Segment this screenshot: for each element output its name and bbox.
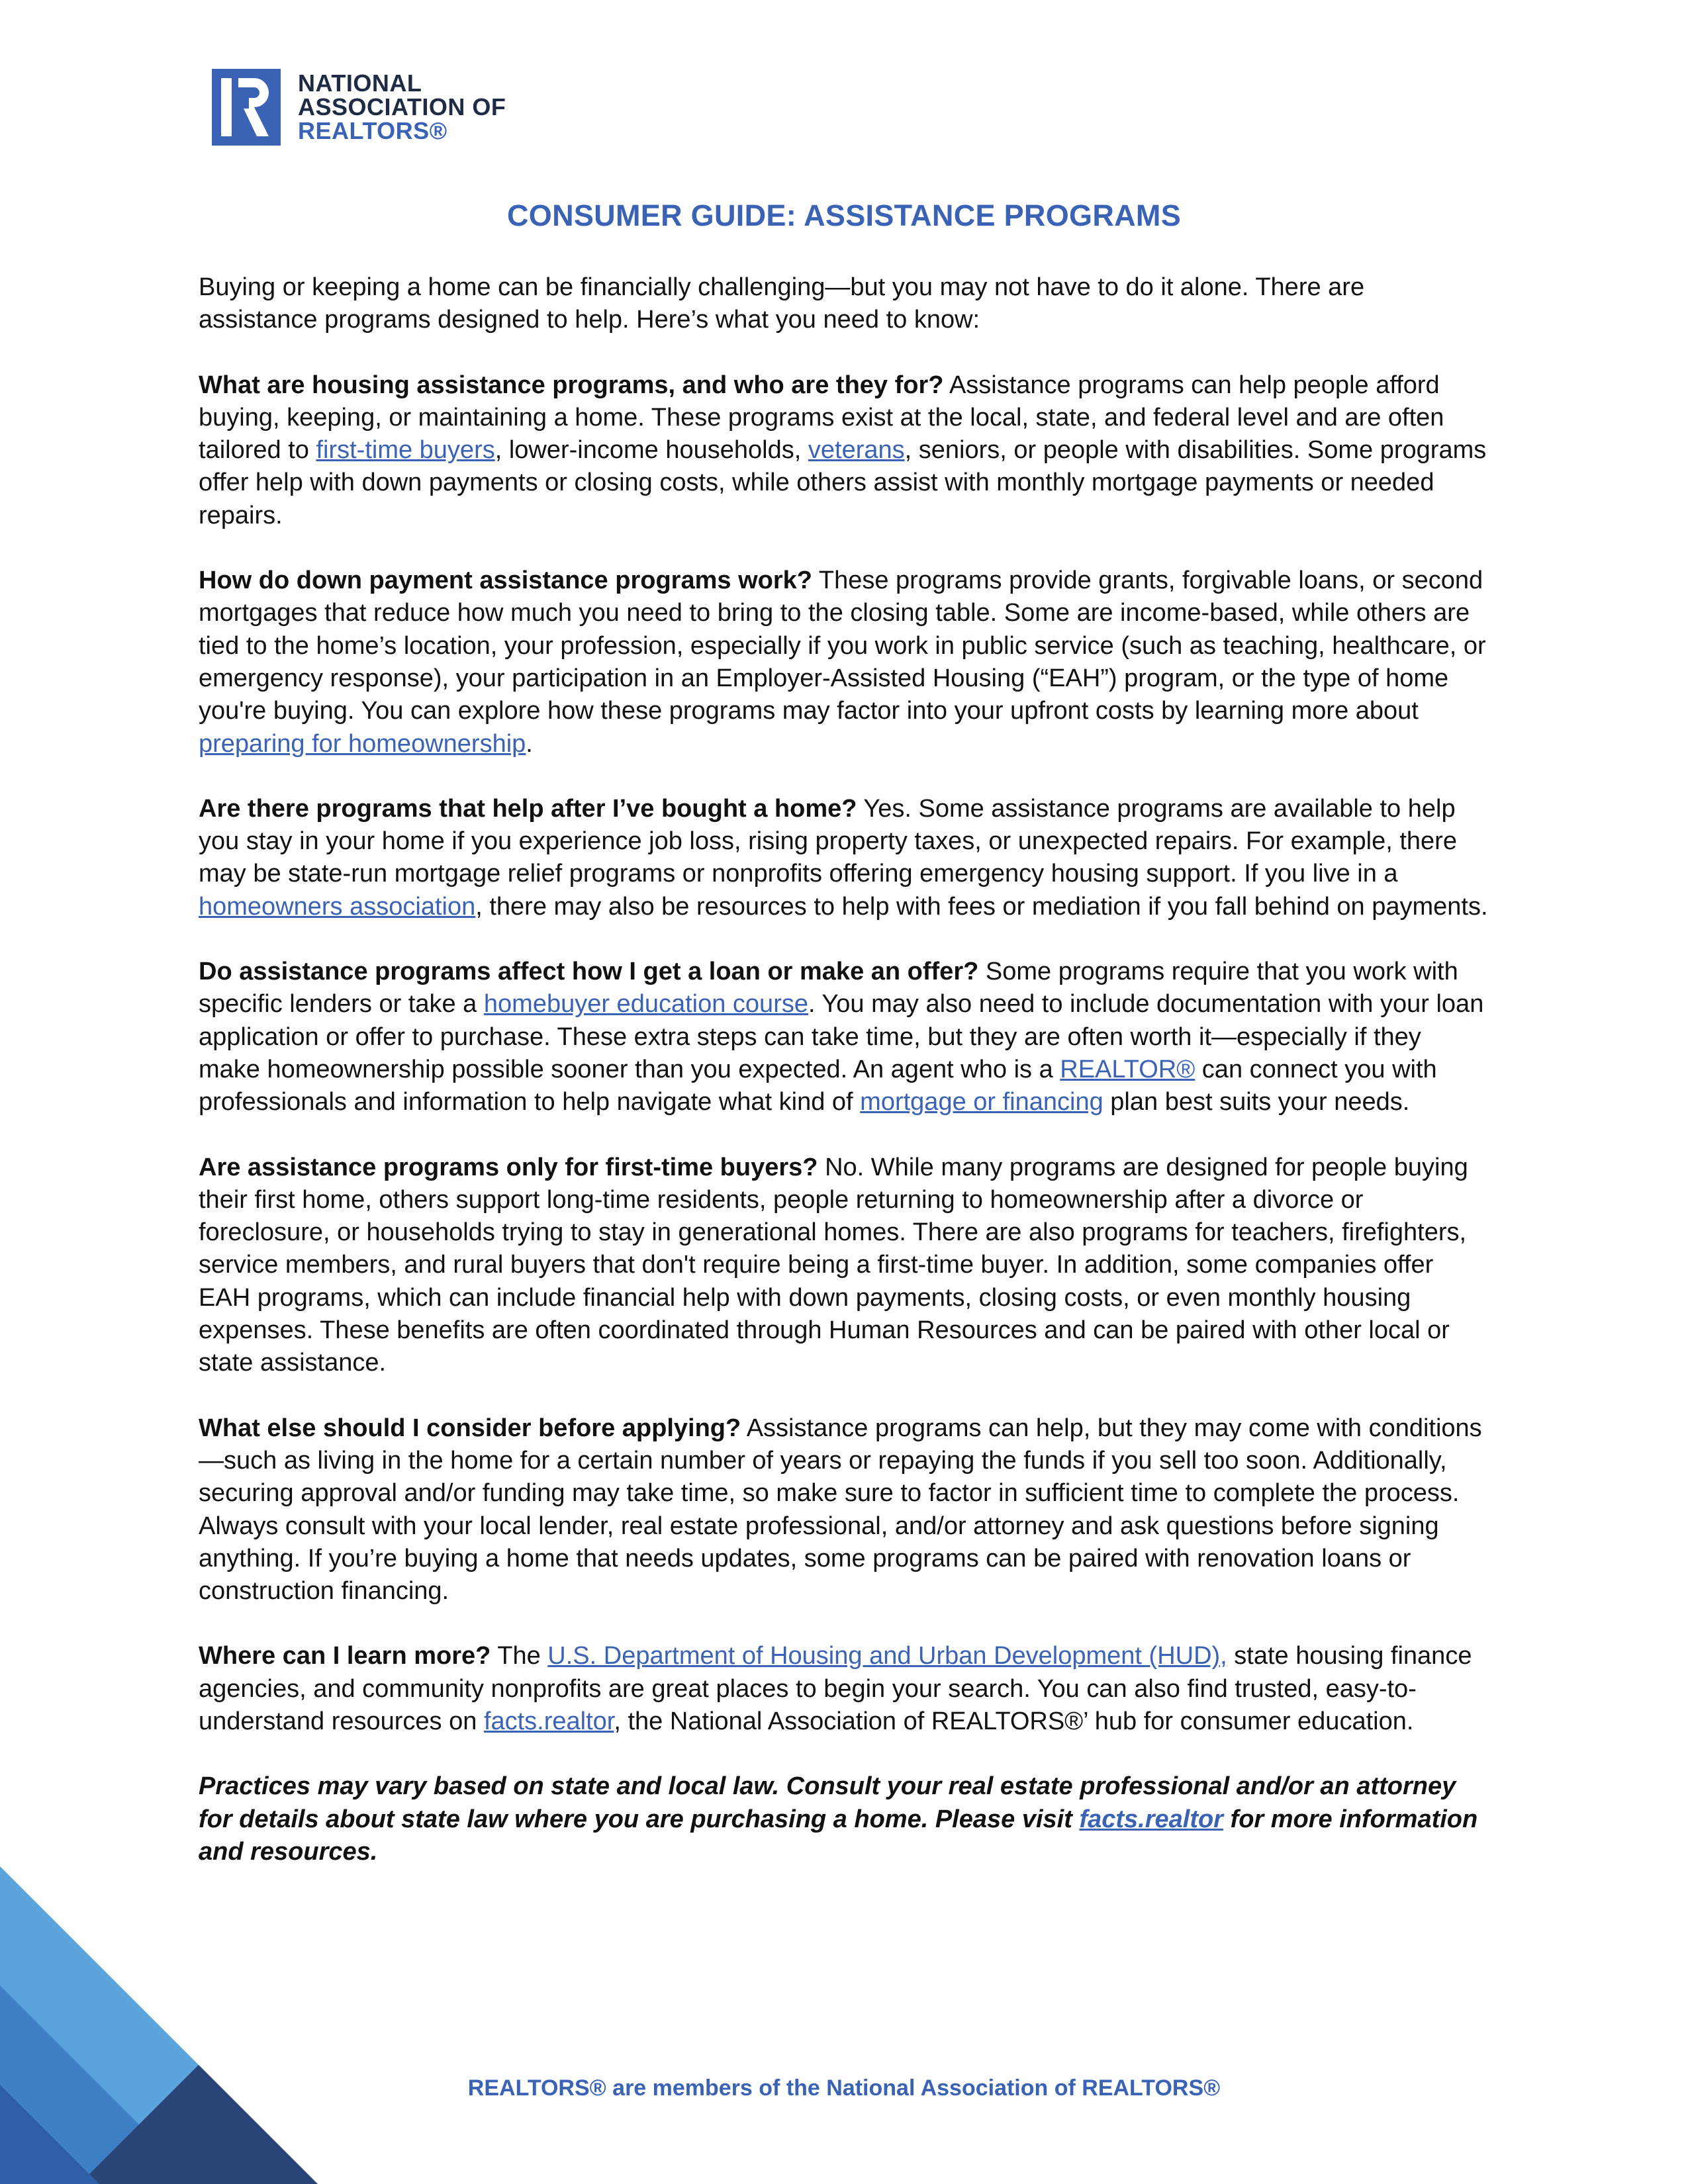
link-homeowners-association[interactable]: homeowners association xyxy=(199,892,476,921)
section-question: Are assistance programs only for first-time buyers? xyxy=(199,1153,818,1181)
decorative-corner-triangles xyxy=(0,1866,318,2184)
intro-paragraph: Buying or keeping a home can be financially challenging—but you may not have to do it alone. There are assistance programs designed to help. Here’s what you need to know: xyxy=(199,273,1365,334)
disclaimer-text: for more information and resources. xyxy=(199,1805,1478,1866)
section-text: These programs provide grants, forgivable loans, or second mortgages that reduce how much you need to bring to the closing table. Some are income-based, while others are tied to the home’s location, your profession, especially if you work in public service (such as teaching, healthcare, or emergency response), your participation in an Employer-Assisted Housing (“EAH”) program, or the type of home you're buying. You can explore how these programs may factor into your upfront costs by learning more about xyxy=(199,567,1486,725)
link-homebuyer-education-course[interactable]: homebuyer education course xyxy=(483,990,808,1019)
section-question: Are there programs that help after I’ve bought a home? xyxy=(199,794,857,823)
link-veterans[interactable]: veterans xyxy=(808,436,905,465)
logo-line-realtors: REALTORS® xyxy=(298,117,447,144)
logo-line-association: ASSOCIATION OF xyxy=(298,93,506,120)
section-down-payment xyxy=(199,565,1489,760)
guide-content xyxy=(199,271,1489,1901)
section-question: Where can I learn more? xyxy=(199,1642,491,1670)
section-text: , there may also be resources to help with fees or mediation if you fall behind on payments. xyxy=(475,892,1488,921)
section-text: Assistance programs can help people afford buying, keeping, or maintaining a home. These programs exist at the local, state, and federal level and are often tailored to xyxy=(199,371,1444,465)
section-text: . You may also need to include documentation with your loan application or offer to purchase. These extra steps can take time, but they are often worth it—especially if they make homeownership possible sooner than you expected. An agent who is a xyxy=(199,990,1484,1083)
section-who-for xyxy=(199,369,1489,532)
section-question: What else should I consider before applying? xyxy=(199,1414,741,1442)
section-after-buying xyxy=(199,793,1489,923)
realtor-r-block-icon xyxy=(212,69,281,146)
logo-wordmark xyxy=(298,71,506,143)
section-question: What are housing assistance programs, and who are they for? xyxy=(199,371,944,399)
section-text: Assistance programs can help, but they may come with conditions—such as living in the home for a certain number of years or repaying the funds if you sell too soon. Additionally, securing approval and/or funding may take time, so make sure to factor in sufficient time to complete the process. Always consult with your local lender, real estate professional, and/or attorney and ask questions before signing anything. If you’re buying a home that needs updates, some programs can be paired with renovation loans or construction financing. xyxy=(199,1414,1482,1606)
section-question: How do down payment assistance programs work? xyxy=(199,567,812,595)
section-text: , lower-income households, xyxy=(494,436,808,465)
section-text: The xyxy=(491,1642,548,1670)
section-consider-before xyxy=(199,1412,1489,1608)
section-text: can connect you with professionals and information to help navigate what kind of xyxy=(199,1055,1437,1116)
disclaimer xyxy=(199,1770,1489,1868)
footer-note: REALTORS® are members of the National Association of REALTORS® xyxy=(467,2075,1221,2101)
section-text: plan best suits your needs. xyxy=(1103,1088,1410,1116)
link-realtor[interactable]: REALTOR® xyxy=(1060,1055,1196,1083)
section-first-time-only xyxy=(199,1152,1489,1380)
section-text: , seniors, or people with disabilities. Some programs offer help with down payments or closing costs, while others assist with monthly mortgage payments or needed repairs. xyxy=(199,436,1487,529)
link-facts-realtor[interactable]: facts.realtor xyxy=(483,1707,614,1735)
section-text: Yes. Some assistance programs are available to help you stay in your home if you experience job loss, rising property taxes, or unexpected repairs. For example, there may be state-run mortgage relief programs or nonprofits offering emergency housing support. If you live in a xyxy=(199,794,1457,888)
section-text: Some programs require that you work with specific lenders or take a xyxy=(199,958,1458,1019)
section-text: , the National Association of REALTORS®’ hub for consumer education. xyxy=(614,1707,1414,1735)
section-question: Do assistance programs affect how I get a loan or make an offer? xyxy=(199,958,979,986)
link-preparing-for-homeownership[interactable]: preparing for homeownership xyxy=(199,729,526,758)
logo-line-national: NATIONAL xyxy=(298,69,422,97)
page-title: CONSUMER GUIDE: ASSISTANCE PROGRAMS xyxy=(506,199,1182,232)
nar-logo xyxy=(212,69,506,146)
section-learn-more xyxy=(199,1640,1489,1738)
section-loan-offer xyxy=(199,956,1489,1118)
link-first-time-buyers[interactable]: first-time buyers xyxy=(316,436,495,465)
link-hud[interactable]: U.S. Department of Housing and Urban Development (HUD), xyxy=(547,1642,1227,1670)
section-text: No. While many programs are designed for people buying their first home, others support long-time residents, people returning to homeownership after a divorce or foreclosure, or households trying to stay in generational homes. There are also programs for teachers, firefighters, service members, and rural buyers that don't require being a first-time buyer. In addition, some companies offer EAH programs, which can include financial help with down payments, closing costs, or even monthly housing expenses. These benefits are often coordinated through Human Resources and can be paired with other local or state assistance. xyxy=(199,1153,1468,1377)
disclaimer-text: Practices may vary based on state and local law. Consult your real estate professional and/or an attorney for details about state law where you are purchasing a home. Please visit xyxy=(199,1772,1456,1833)
link-facts-realtor-disclaimer[interactable]: facts.realtor xyxy=(1079,1805,1223,1833)
link-mortgage-or-financing[interactable]: mortgage or financing xyxy=(860,1088,1103,1116)
section-text: state housing finance agencies, and community nonprofits are great places to begin your search. You can also find trusted, easy-to-understand resources on xyxy=(199,1642,1472,1735)
section-text: . xyxy=(526,729,533,758)
